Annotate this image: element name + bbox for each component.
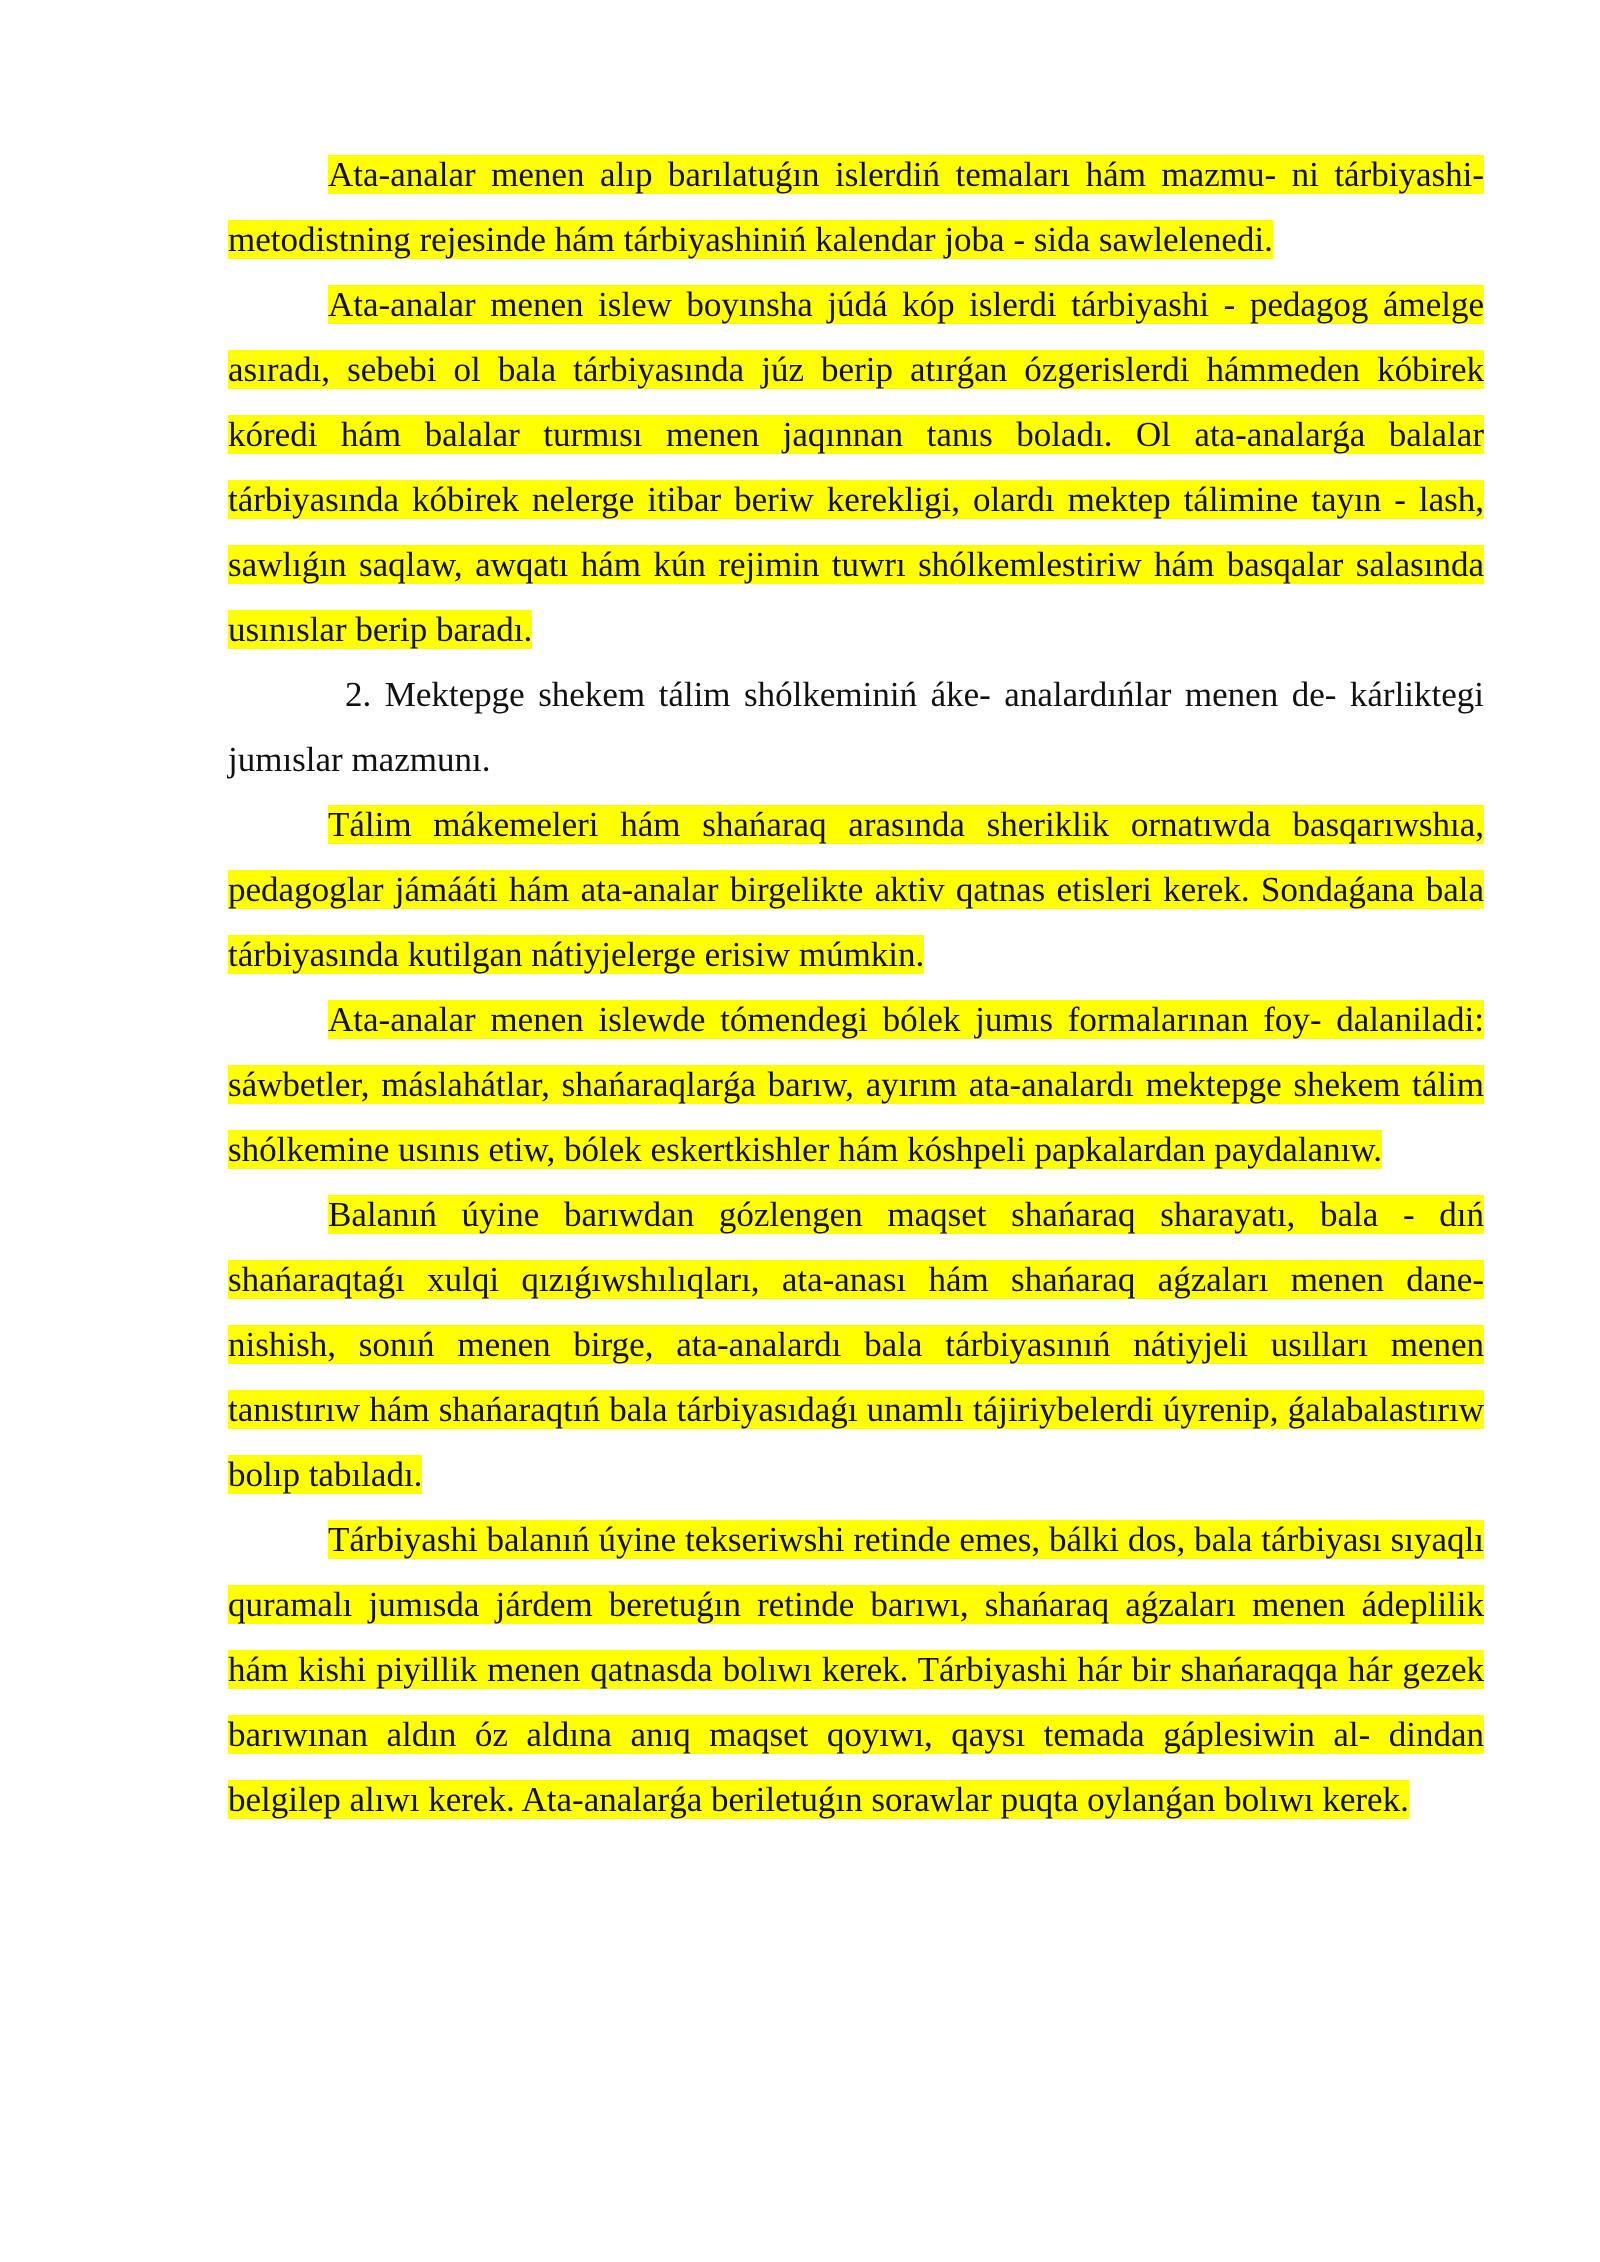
paragraph-6-text: Balanıń úyine barıwdan gózlengen maqset shańaraq sharayatı, bala - dıń shańaraqtaǵı xulqi qızıǵıwshılıqları, ata-anası hám shańaraq aǵzaları menen dane- nishish, sonıń menen birge, ata-analardı bala tárbiyasınıń nátiyjeli usılları menen tanıstırıw hám shańaraqtıń bala tárbiyasıdaǵı unamlı tájiriybelerdi úyrenip, ǵalabalastırıw bolıp tabıladı. [228, 1195, 1484, 1494]
paragraph-5-text: Ata-analar menen islewde tómendegi bólek jumıs formalarınan foy- dalaniladi: sáwbetler, máslahátlar, shańaraqlarǵa barıw, ayırım ata-analardı mektepge shekem tálim shólkemine usınıs etiw, bólek eskertkishler hám kóshpeli papkalardan paydalanıw. [228, 1000, 1484, 1169]
paragraph-2 [228, 272, 1484, 662]
paragraph-1-text: Ata-analar menen alıp barılatuǵın islerdiń temaları hám mazmu- ni tárbiyashi-metodistning rejesinde hám tárbiyashiniń kalendar joba - sida sawlelenedi. [228, 155, 1484, 259]
section-heading-text: 2. Mektepge shekem tálim shólkeminiń áke- analardıńlar menen de- kárliktegi jumıslar mazmunı. [228, 675, 1484, 779]
paragraph-6 [228, 1182, 1484, 1507]
paragraph-5 [228, 987, 1484, 1182]
document-body [228, 142, 1484, 1832]
paragraph-1 [228, 142, 1484, 272]
paragraph-2-text: Ata-analar menen islew boyınsha júdá kóp islerdi tárbiyashi - pedagog ámelge asıradı, sebebi ol bala tárbiyasında júz berip atırǵan ózgerislerdi hámmeden kóbirek kóredi hám balalar turmısı menen jaqınnan tanıs boladı. Ol ata-analarǵa balalar tárbiyasında kóbirek nelerge itibar beriw kerekligi, olardı mektep tálimine tayın - lash, sawlıǵın saqlaw, awqatı hám kún rejimin tuwrı shólkemlestiriw hám basqalar salasında usınıslar berip baradı. [228, 285, 1484, 649]
section-heading [228, 662, 1484, 792]
paragraph-4 [228, 792, 1484, 987]
paragraph-4-text: Tálim mákemeleri hám shańaraq arasında sheriklik ornatıwda basqarıwshıa, pedagoglar jámááti hám ata-analar birgelikte aktiv qatnas etisleri kerek. Sondaǵana bala tárbiyasında kutilgan nátiyjelerge erisiw múmkin. [228, 805, 1484, 974]
paragraph-7 [228, 1507, 1484, 1832]
paragraph-7-text: Tárbiyashi balanıń úyine tekseriwshi retinde emes, bálki dos, bala tárbiyası sıyaqlı quramalı jumısda járdem beretuǵın retinde barıwı, shańaraq aǵzaları menen ádeplilik hám kishi piyillik menen qatnasda bolıwı kerek. Tárbiyashi hár bir shańaraqqa hár gezek barıwınan aldın óz aldına anıq maqset qoyıwı, qaysı temada gáplesiwin al- dindan belgilep alıwı kerek. Ata-analarǵa beriletuǵın sorawlar puqta oylanǵan bolıwı kerek. [228, 1520, 1484, 1819]
